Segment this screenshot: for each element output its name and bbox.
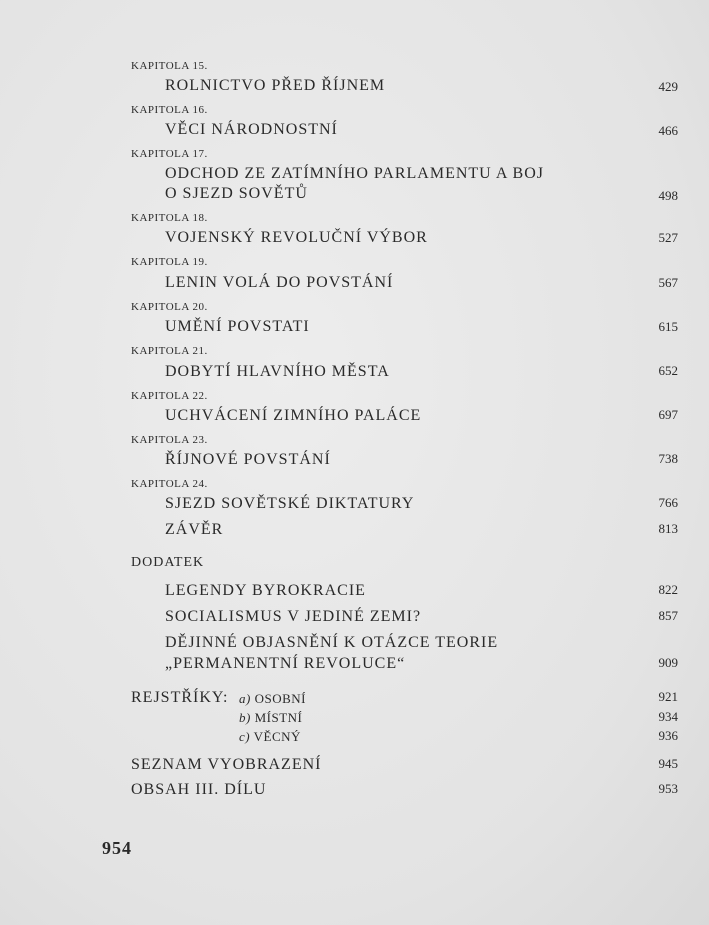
chapter-title-line1: ODCHOD ZE ZATÍMNÍHO PARLAMENTU A BOJ — [165, 165, 544, 182]
index-title: MÍSTNÍ — [254, 710, 303, 725]
chapter-label: KAPITOLA 16. — [131, 104, 208, 116]
chapter-label: KAPITOLA 20. — [131, 301, 208, 313]
index-item — [239, 691, 306, 707]
index-letter: c) — [239, 729, 251, 744]
indexes-heading: REJSTŘÍKY: — [131, 689, 229, 706]
page-number: 954 — [102, 838, 132, 858]
chapter-label: KAPITOLA 23. — [131, 434, 208, 446]
chapter-title: ŘÍJNOVÉ POVSTÁNÍ — [165, 451, 331, 468]
chapter-page: 466 — [658, 123, 678, 138]
contents-page: 953 — [658, 781, 678, 796]
chapter-page: 527 — [658, 230, 678, 245]
chapter-label: KAPITOLA 24. — [131, 478, 208, 490]
chapter-page: 498 — [658, 188, 678, 203]
chapter-title: UMĚNÍ POVSTATI — [165, 318, 310, 335]
index-item — [239, 729, 301, 745]
chapter-page: 615 — [658, 319, 678, 334]
appendix-item: SOCIALISMUS V JEDINÉ ZEMI? — [165, 608, 422, 625]
chapter-label: KAPITOLA 22. — [131, 390, 208, 402]
appendix-item-line2: „PERMANENTNÍ REVOLUCE“ — [165, 655, 406, 672]
index-page: 936 — [658, 728, 678, 743]
chapter-label: KAPITOLA 19. — [131, 256, 208, 268]
chapter-label: KAPITOLA 17. — [131, 148, 208, 160]
chapter-title: UCHVÁCENÍ ZIMNÍHO PALÁCE — [165, 407, 422, 424]
conclusion-page: 813 — [658, 521, 678, 536]
appendix-heading: DODATEK — [131, 555, 205, 570]
index-title: VĚCNÝ — [253, 729, 301, 744]
chapter-label: KAPITOLA 18. — [131, 212, 208, 224]
conclusion-title: ZÁVĚR — [165, 521, 224, 538]
appendix-page: 857 — [658, 608, 678, 623]
appendix-page: 909 — [658, 655, 678, 670]
chapter-label: KAPITOLA 15. — [131, 60, 208, 72]
appendix-page: 822 — [658, 582, 678, 597]
chapter-title: VĚCI NÁRODNOSTNÍ — [165, 121, 338, 138]
index-letter: a) — [239, 691, 251, 706]
index-letter: b) — [239, 710, 251, 725]
illustrations-title: SEZNAM VYOBRAZENÍ — [131, 756, 322, 773]
chapter-page: 567 — [658, 275, 678, 290]
chapter-title: SJEZD SOVĚTSKÉ DIKTATURY — [165, 495, 415, 512]
chapter-page: 738 — [658, 451, 678, 466]
index-page: 934 — [658, 709, 678, 724]
illustrations-page: 945 — [658, 756, 678, 771]
index-item — [239, 710, 302, 726]
chapter-page: 429 — [658, 79, 678, 94]
appendix-item-line1: DĚJINNÉ OBJASNĚNÍ K OTÁZCE TEORIE — [165, 634, 499, 651]
chapter-page: 652 — [658, 363, 678, 378]
chapter-title-line2: O SJEZD SOVĚTŮ — [165, 185, 308, 202]
chapter-page: 766 — [658, 495, 678, 510]
chapter-title: LENIN VOLÁ DO POVSTÁNÍ — [165, 274, 394, 291]
contents-title: OBSAH III. DÍLU — [131, 781, 267, 798]
index-page: 921 — [658, 689, 678, 704]
chapter-title: ROLNICTVO PŘED ŘÍJNEM — [165, 77, 386, 94]
chapter-title: VOJENSKÝ REVOLUČNÍ VÝBOR — [165, 229, 428, 246]
index-title: OSOBNÍ — [254, 691, 306, 706]
chapter-label: KAPITOLA 21. — [131, 345, 208, 357]
chapter-title: DOBYTÍ HLAVNÍHO MĚSTA — [165, 363, 390, 380]
appendix-item: LEGENDY BYROKRACIE — [165, 582, 366, 599]
chapter-page: 697 — [658, 407, 678, 422]
